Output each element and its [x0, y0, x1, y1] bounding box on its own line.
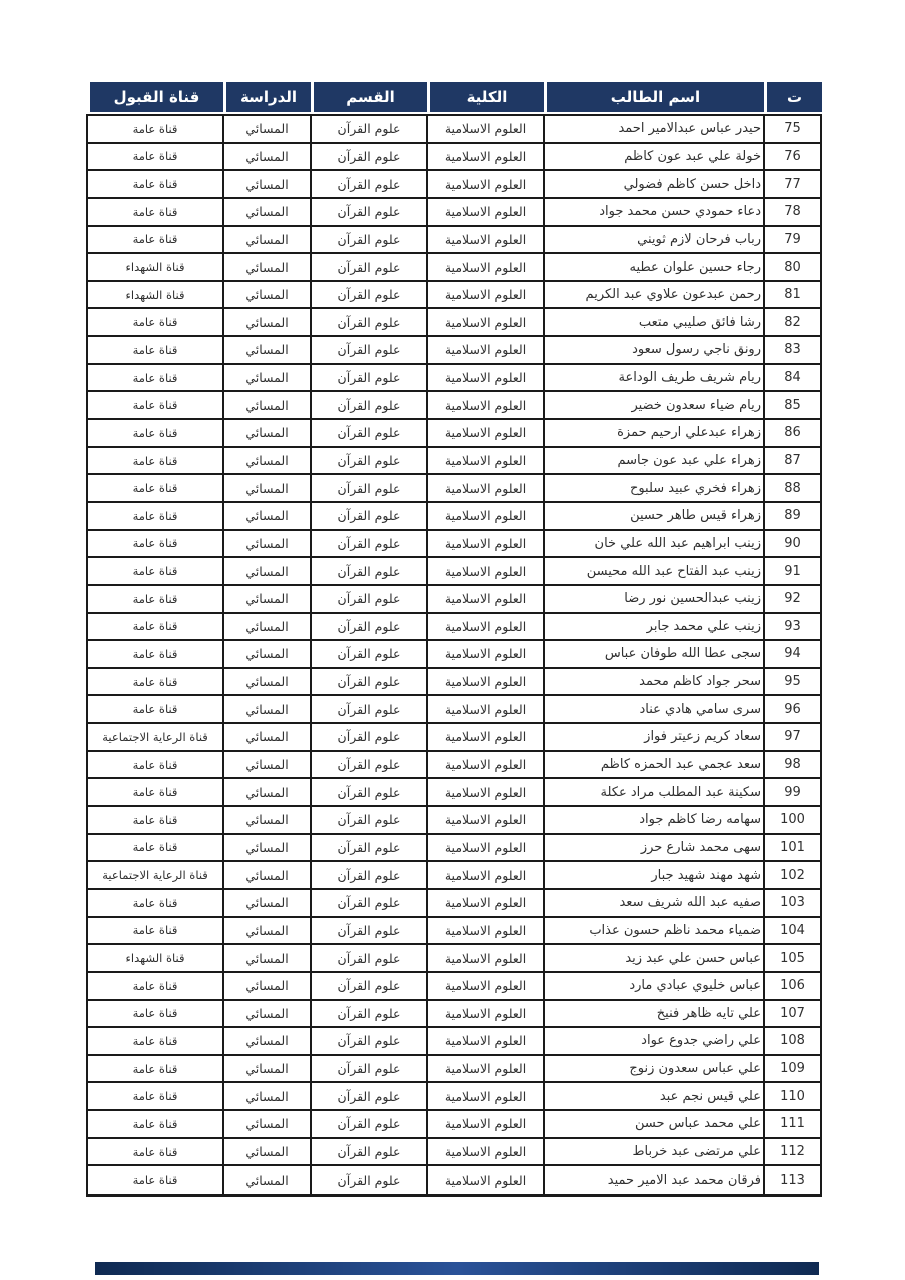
table-row [88, 586, 820, 614]
cell-student-name: صفيه عبد الله شريف سعد [545, 890, 765, 916]
cell-study: المسائي [224, 254, 312, 280]
cell-department: علوم القرآن [312, 171, 428, 197]
table-row [88, 1028, 820, 1056]
cell-department: علوم القرآن [312, 144, 428, 170]
cell-admission-channel: قناة عامة [88, 309, 224, 335]
cell-study: المسائي [224, 1166, 312, 1194]
cell-department: علوم القرآن [312, 1166, 428, 1194]
table-row [88, 918, 820, 946]
cell-department: علوم القرآن [312, 973, 428, 999]
cell-number: 110 [780, 1088, 805, 1104]
cell-admission-channel: قناة عامة [88, 586, 224, 612]
cell-study: المسائي [224, 309, 312, 335]
cell-number: 109 [780, 1061, 805, 1077]
cell-study: المسائي [224, 724, 312, 750]
cell-admission-channel: قناة عامة [88, 807, 224, 833]
cell-college: العلوم الاسلامية [428, 503, 545, 529]
cell-number: 112 [780, 1144, 805, 1160]
cell-admission-channel: قناة عامة [88, 475, 224, 501]
cell-admission-channel: قناة عامة [88, 392, 224, 418]
table-row [88, 1001, 820, 1029]
table-row [88, 503, 820, 531]
cell-admission-channel: قناة عامة [88, 337, 224, 363]
table-row [88, 531, 820, 559]
cell-admission-channel: قناة الشهداء [88, 282, 224, 308]
table-row [88, 448, 820, 476]
cell-college: العلوم الاسلامية [428, 696, 545, 722]
cell-study: المسائي [224, 392, 312, 418]
cell-college: العلوم الاسلامية [428, 282, 545, 308]
cell-department: علوم القرآن [312, 752, 428, 778]
cell-admission-channel: قناة الرعاية الاجتماعية [88, 724, 224, 750]
cell-study: المسائي [224, 1139, 312, 1165]
cell-admission-channel: قناة عامة [88, 835, 224, 861]
cell-study: المسائي [224, 365, 312, 391]
cell-department: علوم القرآن [312, 116, 428, 142]
cell-department: علوم القرآن [312, 558, 428, 584]
table-row [88, 890, 820, 918]
cell-department: علوم القرآن [312, 669, 428, 695]
cell-college: العلوم الاسلامية [428, 1083, 545, 1109]
cell-study: المسائي [224, 558, 312, 584]
cell-student-name: عباس حسن علي عبد زيد [545, 945, 765, 971]
cell-study: المسائي [224, 282, 312, 308]
cell-department: علوم القرآن [312, 945, 428, 971]
cell-number: 105 [780, 950, 805, 966]
cell-student-name: خولة علي عبد عون كاظم [545, 144, 765, 170]
cell-department: علوم القرآن [312, 1083, 428, 1109]
cell-admission-channel: قناة عامة [88, 1056, 224, 1082]
cell-study: المسائي [224, 945, 312, 971]
cell-department: علوم القرآن [312, 918, 428, 944]
cell-department: علوم القرآن [312, 1056, 428, 1082]
cell-college: العلوم الاسلامية [428, 1028, 545, 1054]
footer-decoration-bar [95, 1262, 819, 1275]
cell-department: علوم القرآن [312, 1139, 428, 1165]
cell-study: المسائي [224, 835, 312, 861]
table-row [88, 1056, 820, 1084]
cell-student-name: رونق ناجي رسول سعود [545, 337, 765, 363]
cell-number: 92 [784, 591, 801, 607]
cell-student-name: سعد عجمي عبد الحمزه كاظم [545, 752, 765, 778]
table-row [88, 254, 820, 282]
cell-department: علوم القرآن [312, 337, 428, 363]
cell-student-name: شهد مهند شهيد جبار [545, 862, 765, 888]
cell-study: المسائي [224, 116, 312, 142]
cell-student-name: علي قيس نجم عبد [545, 1083, 765, 1109]
cell-college: العلوم الاسلامية [428, 475, 545, 501]
students-table [86, 82, 822, 1197]
cell-college: العلوم الاسلامية [428, 420, 545, 446]
cell-college: العلوم الاسلامية [428, 586, 545, 612]
cell-college: العلوم الاسلامية [428, 116, 545, 142]
cell-student-name: علي عباس سعدون زنوج [545, 1056, 765, 1082]
cell-student-name: سحر جواد كاظم محمد [545, 669, 765, 695]
cell-college: العلوم الاسلامية [428, 973, 545, 999]
cell-admission-channel: قناة عامة [88, 448, 224, 474]
cell-department: علوم القرآن [312, 807, 428, 833]
table-row [88, 1166, 820, 1194]
cell-admission-channel: قناة عامة [88, 696, 224, 722]
cell-study: المسائي [224, 586, 312, 612]
cell-student-name: دعاء حمودي حسن محمد جواد [545, 199, 765, 225]
table-header-row [86, 82, 822, 112]
cell-admission-channel: قناة عامة [88, 365, 224, 391]
cell-study: المسائي [224, 890, 312, 916]
col-header-admission-channel: قناة القبول [90, 82, 226, 112]
cell-college: العلوم الاسلامية [428, 1166, 545, 1194]
cell-number: 81 [784, 287, 801, 303]
cell-number: 111 [780, 1116, 805, 1132]
table-row [88, 227, 820, 255]
table-row [88, 1139, 820, 1167]
cell-study: المسائي [224, 1111, 312, 1137]
cell-number: 87 [784, 453, 801, 468]
cell-admission-channel: قناة عامة [88, 641, 224, 667]
cell-number: 90 [784, 535, 801, 551]
cell-number: 100 [780, 812, 805, 828]
cell-number: 75 [784, 121, 801, 137]
cell-admission-channel: قناة عامة [88, 420, 224, 446]
cell-college: العلوم الاسلامية [428, 669, 545, 695]
table-row [88, 779, 820, 807]
cell-number: 108 [780, 1033, 805, 1049]
cell-student-name: سرى سامي هادي عناد [545, 696, 765, 722]
table-row [88, 475, 820, 503]
cell-college: العلوم الاسلامية [428, 945, 545, 971]
cell-study: المسائي [224, 779, 312, 805]
cell-college: العلوم الاسلامية [428, 807, 545, 833]
cell-student-name: علي تايه ظاهر فنيخ [545, 1001, 765, 1027]
cell-student-name: رباب فرحان لازم ثويني [545, 227, 765, 253]
cell-college: العلوم الاسلامية [428, 558, 545, 584]
cell-department: علوم القرآن [312, 1001, 428, 1027]
cell-department: علوم القرآن [312, 586, 428, 612]
cell-department: علوم القرآن [312, 890, 428, 916]
cell-department: علوم القرآن [312, 1028, 428, 1054]
cell-number: 95 [784, 674, 801, 690]
cell-study: المسائي [224, 475, 312, 501]
cell-department: علوم القرآن [312, 641, 428, 667]
col-header-number: ت [767, 82, 822, 112]
cell-study: المسائي [224, 1001, 312, 1027]
cell-admission-channel: قناة عامة [88, 918, 224, 944]
cell-student-name: ريام ضياء سعدون خضير [545, 392, 765, 418]
cell-number: 85 [784, 397, 801, 413]
cell-study: المسائي [224, 973, 312, 999]
cell-number: 96 [784, 701, 801, 717]
cell-admission-channel: قناة عامة [88, 558, 224, 584]
cell-number: 89 [784, 508, 801, 524]
cell-number: 84 [784, 370, 801, 386]
cell-student-name: علي راضي جدوع عواد [545, 1028, 765, 1054]
cell-number: 76 [784, 148, 801, 164]
cell-college: العلوم الاسلامية [428, 862, 545, 888]
cell-college: العلوم الاسلامية [428, 392, 545, 418]
cell-student-name: زينب ابراهيم عبد الله علي خان [545, 531, 765, 557]
cell-college: العلوم الاسلامية [428, 918, 545, 944]
cell-admission-channel: قناة عامة [88, 116, 224, 142]
cell-student-name: زهراء فخري عبيد سلبوح [545, 475, 765, 501]
cell-department: علوم القرآن [312, 1111, 428, 1137]
cell-study: المسائي [224, 669, 312, 695]
table-row [88, 392, 820, 420]
cell-number: 94 [784, 646, 801, 662]
cell-study: المسائي [224, 420, 312, 446]
cell-college: العلوم الاسلامية [428, 1001, 545, 1027]
cell-college: العلوم الاسلامية [428, 365, 545, 391]
cell-admission-channel: قناة عامة [88, 614, 224, 640]
cell-department: علوم القرآن [312, 309, 428, 335]
cell-student-name: علي مرتضى عبد خرباط [545, 1139, 765, 1165]
col-header-study: الدراسة [226, 82, 314, 112]
cell-college: العلوم الاسلامية [428, 199, 545, 225]
cell-admission-channel: قناة عامة [88, 1166, 224, 1194]
cell-admission-channel: قناة عامة [88, 171, 224, 197]
table-row [88, 199, 820, 227]
cell-number: 91 [784, 563, 801, 579]
cell-study: المسائي [224, 171, 312, 197]
cell-study: المسائي [224, 752, 312, 778]
cell-admission-channel: قناة عامة [88, 1083, 224, 1109]
cell-student-name: حيدر عباس عبدالامير احمد [545, 116, 765, 142]
cell-college: العلوم الاسلامية [428, 724, 545, 750]
cell-college: العلوم الاسلامية [428, 531, 545, 557]
cell-college: العلوم الاسلامية [428, 641, 545, 667]
cell-college: العلوم الاسلامية [428, 890, 545, 916]
table-row [88, 337, 820, 365]
cell-study: المسائي [224, 862, 312, 888]
cell-student-name: سعاد كريم زعيتر فواز [545, 724, 765, 750]
cell-college: العلوم الاسلامية [428, 1056, 545, 1082]
cell-department: علوم القرآن [312, 531, 428, 557]
cell-college: العلوم الاسلامية [428, 1139, 545, 1165]
cell-admission-channel: قناة الشهداء [88, 945, 224, 971]
cell-student-name: علي محمد عباس حسن [545, 1111, 765, 1137]
table-row [88, 116, 820, 144]
cell-number: 93 [784, 618, 801, 634]
cell-department: علوم القرآن [312, 835, 428, 861]
cell-student-name: سكينة عبد المطلب مراد عكلة [545, 779, 765, 805]
table-row [88, 807, 820, 835]
cell-number: 77 [784, 176, 801, 192]
cell-admission-channel: قناة عامة [88, 531, 224, 557]
cell-department: علوم القرآن [312, 199, 428, 225]
cell-student-name: ضمياء محمد ناظم حسون عذاب [545, 918, 765, 944]
table-row [88, 752, 820, 780]
cell-number: 79 [784, 231, 801, 247]
cell-admission-channel: قناة عامة [88, 1001, 224, 1027]
table-row [88, 696, 820, 724]
table-row [88, 282, 820, 310]
cell-number: 102 [780, 867, 805, 883]
cell-student-name: رشا فائق صليبي متعب [545, 309, 765, 335]
cell-number: 104 [780, 922, 805, 938]
cell-student-name: زينب عبد الفتاح عبد الله محيسن [545, 558, 765, 584]
cell-college: العلوم الاسلامية [428, 254, 545, 280]
cell-admission-channel: قناة عامة [88, 973, 224, 999]
cell-college: العلوم الاسلامية [428, 752, 545, 778]
cell-college: العلوم الاسلامية [428, 1111, 545, 1137]
table-row [88, 144, 820, 172]
cell-study: المسائي [224, 641, 312, 667]
cell-study: المسائي [224, 448, 312, 474]
cell-number: 113 [780, 1172, 805, 1188]
cell-number: 86 [784, 425, 801, 441]
cell-study: المسائي [224, 807, 312, 833]
cell-admission-channel: قناة عامة [88, 1111, 224, 1137]
cell-student-name: زهراء علي عبد عون جاسم [545, 448, 765, 474]
table-row [88, 835, 820, 863]
cell-department: علوم القرآن [312, 448, 428, 474]
cell-admission-channel: قناة عامة [88, 669, 224, 695]
table-row [88, 420, 820, 448]
cell-study: المسائي [224, 531, 312, 557]
cell-college: العلوم الاسلامية [428, 309, 545, 335]
table-row [88, 558, 820, 586]
table-row [88, 641, 820, 669]
cell-study: المسائي [224, 199, 312, 225]
cell-department: علوم القرآن [312, 227, 428, 253]
cell-admission-channel: قناة عامة [88, 890, 224, 916]
table-row [88, 614, 820, 642]
cell-number: 80 [784, 259, 801, 275]
table-row [88, 669, 820, 697]
cell-number: 106 [780, 978, 805, 994]
col-header-department: القسم [314, 82, 430, 112]
cell-department: علوم القرآن [312, 779, 428, 805]
cell-department: علوم القرآن [312, 724, 428, 750]
col-header-college: الكلية [430, 82, 547, 112]
cell-student-name: سجى عطا الله طوفان عباس [545, 641, 765, 667]
cell-study: المسائي [224, 337, 312, 363]
cell-number: 107 [780, 1005, 805, 1021]
table-row [88, 365, 820, 393]
cell-student-name: سهامه رضا كاظم جواد [545, 807, 765, 833]
cell-admission-channel: قناة عامة [88, 1028, 224, 1054]
cell-department: علوم القرآن [312, 365, 428, 391]
cell-student-name: زهراء قيس طاهر حسين [545, 503, 765, 529]
cell-admission-channel: قناة عامة [88, 227, 224, 253]
cell-admission-channel: قناة عامة [88, 144, 224, 170]
table-body [86, 114, 822, 1197]
cell-college: العلوم الاسلامية [428, 227, 545, 253]
cell-student-name: زينب علي محمد جابر [545, 614, 765, 640]
cell-number: 101 [780, 839, 805, 855]
cell-student-name: رحمن عبدعون علاوي عبد الكريم [545, 282, 765, 308]
cell-number: 97 [784, 729, 801, 745]
cell-study: المسائي [224, 503, 312, 529]
cell-student-name: داخل حسن كاظم فضولي [545, 171, 765, 197]
cell-number: 83 [784, 342, 801, 358]
table-row [88, 171, 820, 199]
cell-department: علوم القرآن [312, 392, 428, 418]
cell-study: المسائي [224, 614, 312, 640]
cell-department: علوم القرآن [312, 696, 428, 722]
cell-college: العلوم الاسلامية [428, 337, 545, 363]
cell-department: علوم القرآن [312, 475, 428, 501]
col-header-student-name: اسم الطالب [547, 82, 767, 112]
cell-student-name: زينب عبدالحسين نور رضا [545, 586, 765, 612]
table-row [88, 945, 820, 973]
cell-study: المسائي [224, 1083, 312, 1109]
cell-department: علوم القرآن [312, 862, 428, 888]
table-row [88, 1111, 820, 1139]
cell-number: 78 [784, 204, 801, 220]
cell-admission-channel: قناة عامة [88, 1139, 224, 1165]
cell-student-name: فرقان محمد عبد الامير حميد [545, 1166, 765, 1194]
cell-admission-channel: قناة عامة [88, 779, 224, 805]
cell-admission-channel: قناة عامة [88, 199, 224, 225]
cell-department: علوم القرآن [312, 254, 428, 280]
table-row [88, 862, 820, 890]
cell-college: العلوم الاسلامية [428, 835, 545, 861]
table-row [88, 309, 820, 337]
cell-number: 82 [784, 314, 801, 330]
cell-study: المسائي [224, 918, 312, 944]
table-row [88, 973, 820, 1001]
cell-study: المسائي [224, 144, 312, 170]
cell-college: العلوم الاسلامية [428, 779, 545, 805]
cell-number: 98 [784, 757, 801, 773]
cell-department: علوم القرآن [312, 614, 428, 640]
cell-department: علوم القرآن [312, 282, 428, 308]
cell-study: المسائي [224, 1028, 312, 1054]
cell-department: علوم القرآن [312, 503, 428, 529]
table-row [88, 1083, 820, 1111]
cell-college: العلوم الاسلامية [428, 448, 545, 474]
cell-admission-channel: قناة الشهداء [88, 254, 224, 280]
cell-number: 88 [784, 480, 801, 496]
cell-department: علوم القرآن [312, 420, 428, 446]
cell-student-name: ريام شريف طريف الوداعة [545, 365, 765, 391]
cell-number: 99 [784, 784, 801, 800]
cell-college: العلوم الاسلامية [428, 171, 545, 197]
cell-study: المسائي [224, 1056, 312, 1082]
cell-college: العلوم الاسلامية [428, 614, 545, 640]
cell-college: العلوم الاسلامية [428, 144, 545, 170]
cell-study: المسائي [224, 227, 312, 253]
cell-number: 103 [780, 895, 805, 911]
cell-admission-channel: قناة الرعاية الاجتماعية [88, 862, 224, 888]
cell-student-name: عباس خليوي عبادي مارد [545, 973, 765, 999]
cell-study: المسائي [224, 696, 312, 722]
table-row [88, 724, 820, 752]
cell-student-name: زهراء عبدعلي ارحيم حمزة [545, 420, 765, 446]
cell-student-name: سهى محمد شارع حرز [545, 835, 765, 861]
cell-student-name: رجاء حسين علوان عطيه [545, 254, 765, 280]
cell-admission-channel: قناة عامة [88, 752, 224, 778]
cell-admission-channel: قناة عامة [88, 503, 224, 529]
